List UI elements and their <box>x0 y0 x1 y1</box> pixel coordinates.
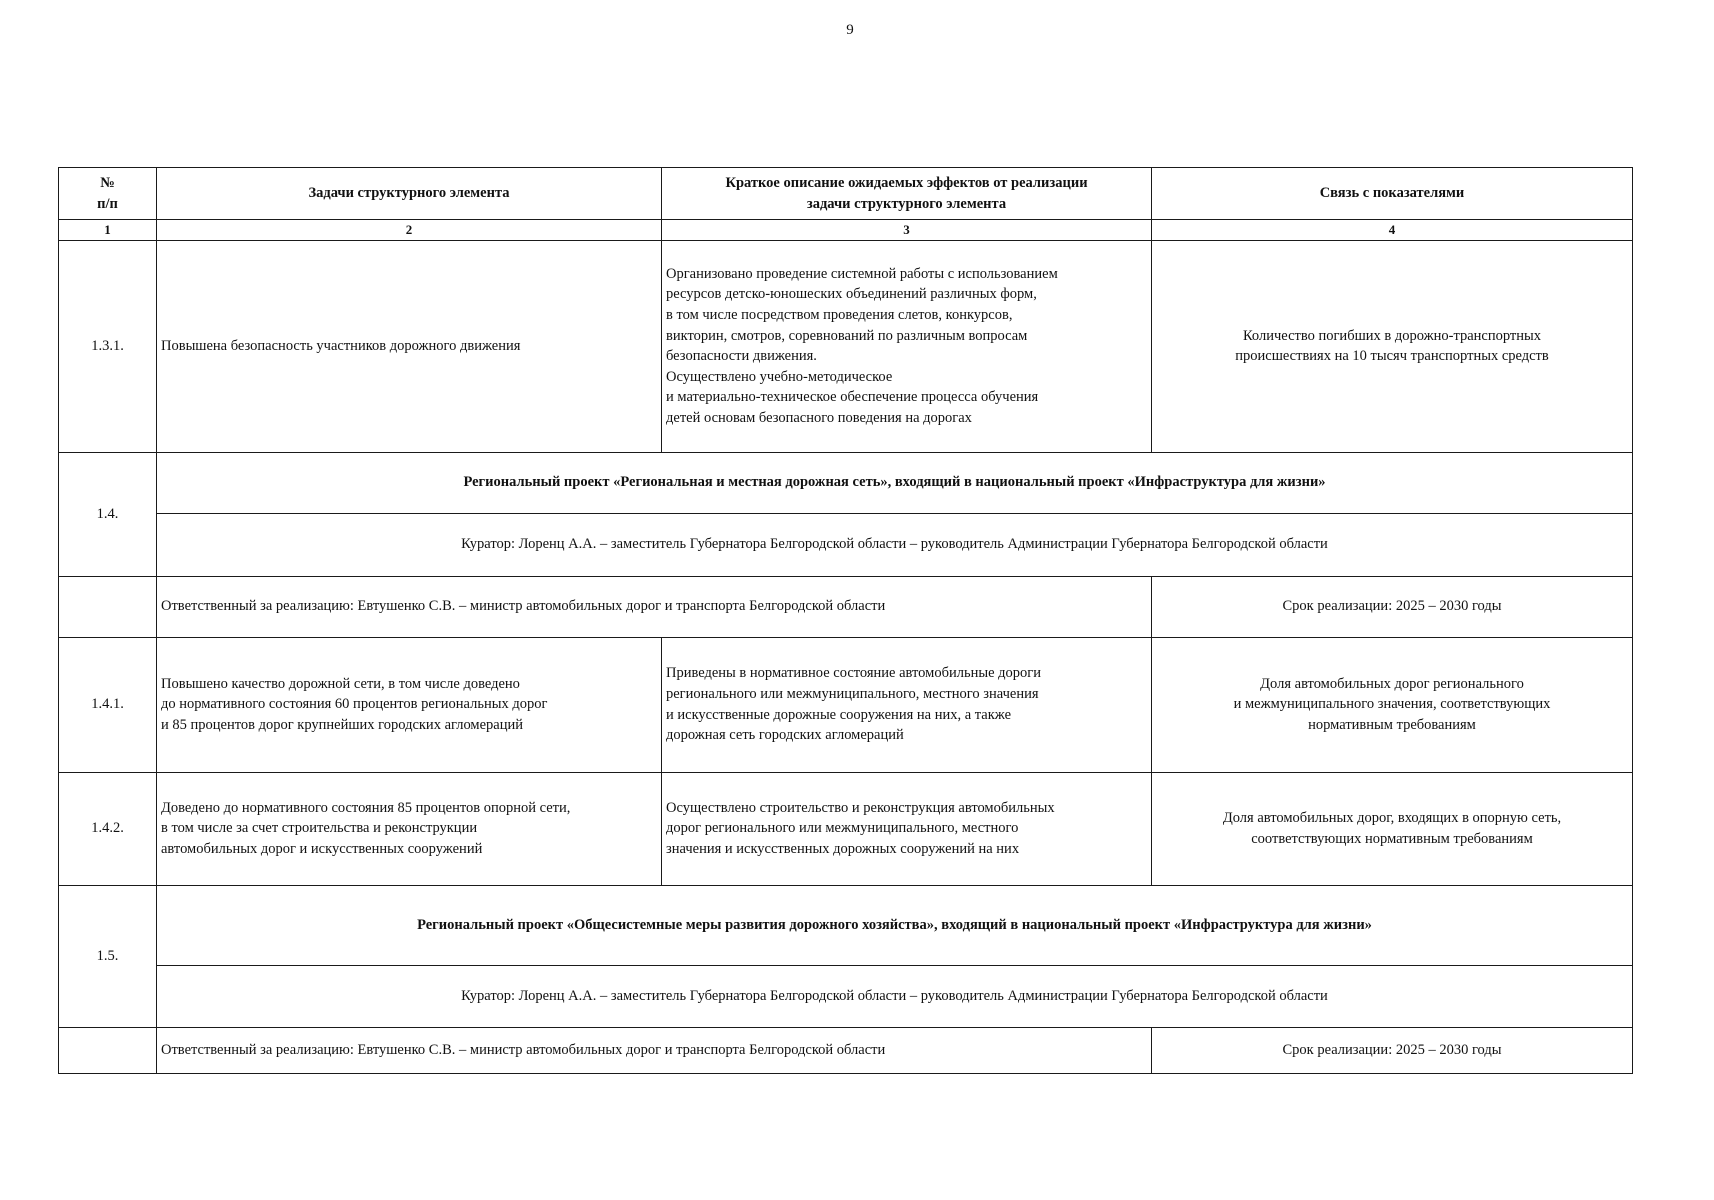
header-col-effects-line2: задачи структурного элемента <box>806 195 1007 212</box>
row-task: Повышена безопасность участников дорожного движения <box>157 240 662 452</box>
effects-line: Осуществлено учебно-методическое <box>666 368 893 385</box>
project-row-1-4-curator <box>59 513 1633 576</box>
task-line: в том числе за счет строительства и реконструкции <box>161 820 478 837</box>
header-col-number <box>59 168 157 220</box>
effects-line: дорожная сеть городских агломераций <box>666 727 904 744</box>
effects-line: и искусственные дорожные сооружения на них, а также <box>666 706 1012 723</box>
project-index: 1.5. <box>59 885 157 1027</box>
indicator-line: происшествиях на 10 тысяч транспортных средств <box>1235 348 1549 365</box>
project-row-1-5-title <box>59 885 1633 965</box>
header-col-number-line2: п/п <box>97 195 118 212</box>
page-number: 9 <box>846 22 854 38</box>
header-col-effects <box>662 168 1152 220</box>
table-header-row <box>59 168 1633 220</box>
effects-line: и материально-техническое обеспечение процесса обучения <box>666 389 1039 406</box>
row-index: 1.4.1. <box>59 637 157 772</box>
effects-line: Осуществлено строительство и реконструкция автомобильных <box>666 799 1055 816</box>
empty-index-cell <box>59 576 157 637</box>
project-term: Срок реализации: 2025 – 2030 годы <box>1152 1027 1633 1073</box>
table-row-1-3-1 <box>59 240 1633 452</box>
project-index: 1.4. <box>59 452 157 576</box>
project-responsible: Ответственный за реализацию: Евтушенко С.В. – министр автомобильных дорог и транспорта Белгородской области <box>157 1027 1152 1073</box>
project-term: Срок реализации: 2025 – 2030 годы <box>1152 576 1633 637</box>
column-number-3: 3 <box>662 220 1152 241</box>
row-index: 1.3.1. <box>59 240 157 452</box>
project-curator: Куратор: Лоренц А.А. – заместитель Губернатора Белгородской области – руководитель Администрации Губернатора Белгородской области <box>157 965 1633 1027</box>
row-effects <box>662 637 1152 772</box>
column-number-2: 2 <box>157 220 662 241</box>
header-col-effects-line1: Краткое описание ожидаемых эффектов от реализации <box>725 174 1088 191</box>
effects-line: Организовано проведение системной работы с использованием <box>666 265 1058 282</box>
project-title: Региональный проект «Общесистемные меры развития дорожного хозяйства», входящий в национальный проект «Инфраструктура для жизни» <box>157 885 1633 965</box>
project-row-1-4-title <box>59 452 1633 513</box>
indicator-line: Количество погибших в дорожно-транспортных <box>1242 327 1542 344</box>
header-col-number-line1: № <box>100 174 115 191</box>
project-row-1-5-responsible <box>59 1027 1633 1073</box>
column-number-4: 4 <box>1152 220 1633 241</box>
row-index: 1.4.2. <box>59 772 157 885</box>
row-effects <box>662 772 1152 885</box>
indicator-line: нормативным требованиям <box>1308 716 1476 733</box>
task-line: и 85 процентов дорог крупнейших городских агломераций <box>161 716 524 733</box>
effects-line: Приведены в нормативное состояние автомобильные дороги <box>666 665 1041 682</box>
effects-line: значения и искусственных дорожных сооружений на них <box>666 840 1020 857</box>
project-row-1-4-responsible <box>59 576 1633 637</box>
effects-line: ресурсов детско-юношеских объединений различных форм, <box>666 286 1037 303</box>
project-row-1-5-curator <box>59 965 1633 1027</box>
table-row-1-4-2 <box>59 772 1633 885</box>
indicator-line: и межмуниципального значения, соответствующих <box>1233 696 1551 713</box>
effects-line: детей основам безопасного поведения на дорогах <box>666 409 972 426</box>
indicator-line: Доля автомобильных дорог, входящих в опорную сеть, <box>1222 810 1562 827</box>
header-col-tasks: Задачи структурного элемента <box>157 168 662 220</box>
row-effects <box>662 240 1152 452</box>
task-line: автомобильных дорог и искусственных сооружений <box>161 840 483 857</box>
task-line: до нормативного состояния 60 процентов региональных дорог <box>161 696 548 713</box>
project-title: Региональный проект «Региональная и местная дорожная сеть», входящий в национальный проект «Инфраструктура для жизни» <box>157 452 1633 513</box>
effects-line: безопасности движения. <box>666 348 817 365</box>
column-numbers-row <box>59 220 1633 241</box>
row-indicator <box>1152 240 1633 452</box>
table-row-1-4-1 <box>59 637 1633 772</box>
row-indicator <box>1152 637 1633 772</box>
effects-line: дорог регионального или межмуниципального, местного <box>666 820 1019 837</box>
effects-line: в том числе посредством проведения слетов, конкурсов, <box>666 306 1013 323</box>
indicator-line: Доля автомобильных дорог регионального <box>1260 675 1524 692</box>
row-task <box>157 772 662 885</box>
project-responsible: Ответственный за реализацию: Евтушенко С.В. – министр автомобильных дорог и транспорта Белгородской области <box>157 576 1152 637</box>
column-number-1: 1 <box>59 220 157 241</box>
indicator-line: соответствующих нормативным требованиям <box>1251 830 1533 847</box>
structural-elements-table <box>58 167 1633 1074</box>
row-task <box>157 637 662 772</box>
task-line: Доведено до нормативного состояния 85 процентов опорной сети, <box>161 799 571 816</box>
header-col-indicators: Связь с показателями <box>1152 168 1633 220</box>
effects-line: регионального или межмуниципального, местного значения <box>666 686 1039 703</box>
effects-line: викторин, смотров, соревнований по различным вопросам <box>666 327 1028 344</box>
row-indicator <box>1152 772 1633 885</box>
empty-index-cell <box>59 1027 157 1073</box>
task-line: Повышено качество дорожной сети, в том числе доведено <box>161 675 520 692</box>
project-curator: Куратор: Лоренц А.А. – заместитель Губернатора Белгородской области – руководитель Администрации Губернатора Белгородской области <box>157 513 1633 576</box>
